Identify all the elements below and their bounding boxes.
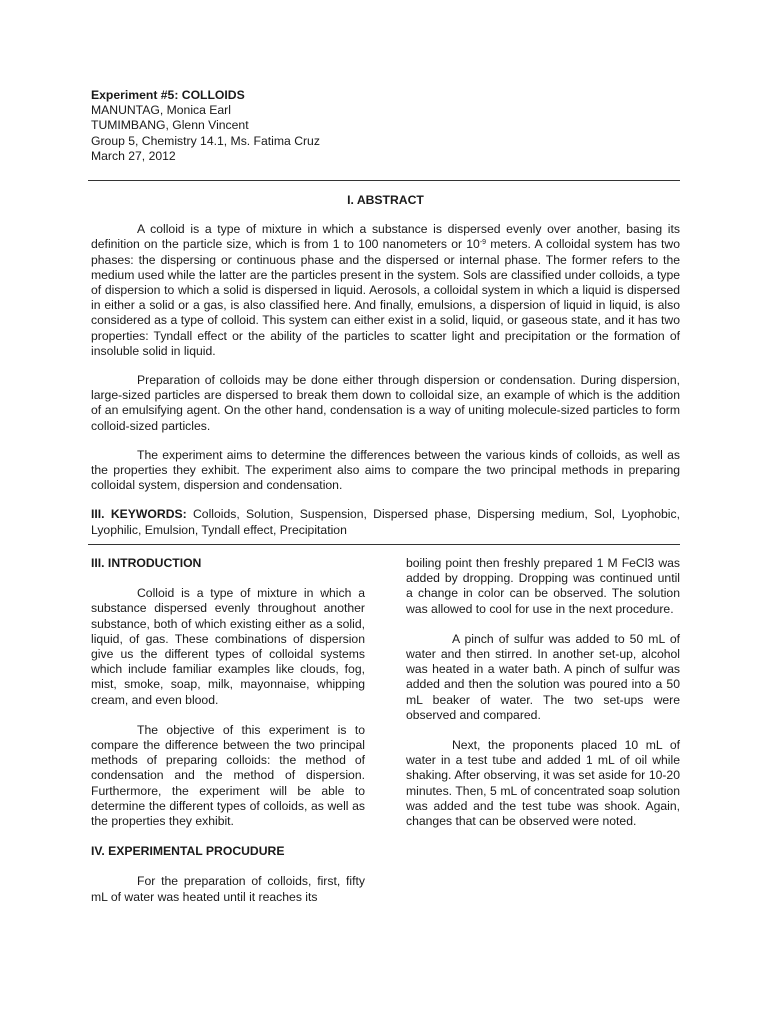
abstract-heading: I. ABSTRACT (347, 193, 424, 207)
keywords-list: Colloids, Solution, Suspension, Dispersed phase, Dispersing medium, Sol, Lyophobic, Lyophilic, Emulsion, Tyndall effect, Precipitation (91, 507, 680, 537)
top-divider (88, 180, 680, 181)
abstract-section (91, 193, 680, 552)
procedure-heading: IV. EXPERIMENTAL PROCUDURE (91, 844, 285, 859)
procedure-paragraph-1: For the preparation of colloids, first, fifty mL of water was heated until it reaches its (91, 874, 365, 904)
procedure-paragraph-1-continued: boiling point then freshly prepared 1 M FeCl3 was added by dropping. Dropping was continued until a change in color can be observed. The solution was allowed to cool for use in the next procedure. (406, 556, 680, 616)
author-2: TUMIMBANG, Glenn Vincent (91, 118, 249, 133)
left-column (91, 556, 365, 920)
experiment-title: Experiment #5: COLLOIDS (91, 88, 245, 102)
abstract-paragraph-1 (91, 222, 680, 359)
date: March 27, 2012 (91, 148, 176, 163)
introduction-paragraph-2: The objective of this experiment is to compare the difference between the two principal methods of preparing colloids: the method of condensation and the method of dispersion. Furthermore, the experiment will be able to determine the different types of colloids, as well as the properties they exhibit. (91, 722, 365, 829)
procedure-paragraph-2: A pinch of sulfur was added to 50 mL of water and then stirred. In another set-up, alcohol was heated in a water bath. A pinch of sulfur was added and then the solution was poured into a 50 mL beaker of water. The two set-ups were observed and compared. (406, 631, 680, 722)
introduction-heading: III. INTRODUCTION (91, 556, 202, 570)
keywords-label: III. KEYWORDS: (91, 507, 187, 522)
abstract-paragraph-3: The experiment aims to determine the differences between the various kinds of colloids, as well as the properties they exhibit. The experiment also aims to compare the two principal methods in preparing colloidal system, dispersion and condensation. (91, 447, 680, 493)
right-column (406, 556, 680, 844)
introduction-paragraph-1: Colloid is a type of mixture in which a substance dispersed evenly throughout another substance, both of which existing either as a solid, liquid, of gas. These combinations of dispersion give us the different types of colloidal systems which include familiar examples like clouds, fog, mist, smoke, soap, milk, mayonnaise, whipping cream, and even blood. (91, 586, 365, 707)
keywords (91, 507, 680, 537)
abstract-p1-text-b: meters. A colloidal system has two phases: the dispersing or continuous phase and the dispersed or internal phase. The former refers to the medium used while the latter are the particles present in the system. Sols are classified under colloids, a type of dispersion to which a solid is dispersed in liquid. Aerosols, a colloidal system in which a liquid is dispersed in either a solid or a gas, is also classified here. And finally, emulsions, a dispersion of liquid in liquid, is also considered as a type of colloid. This system can either exist in a solid, liquid, or gaseous state, and it has two properties: Tyndall effect or the ability of the particles to scatter light and precipitation or the formation of insoluble solid in liquid. (91, 237, 681, 358)
procedure-paragraph-3: Next, the proponents placed 10 mL of water in a test tube and added 1 mL of oil while shaking. After observing, it was set aside for 10-20 minutes. Then, 5 mL of concentrated soap solution was added and the test tube was shook. Again, changes that can be observed were noted. (406, 738, 680, 829)
abstract-p1-text-a: A colloid is a type of mixture in which a substance is dispersed evenly over another, basing its definition on the particle size, which is from 1 to 100 nanometers or 10 (91, 222, 680, 252)
author-1: MANUNTAG, Monica Earl (91, 103, 231, 118)
exponent: -9 (479, 239, 487, 247)
abstract-paragraph-2: Preparation of colloids may be done either through dispersion or condensation. During dispersion, large-sized particles are dispersed to break them down to colloidal size, an example of which is the addition of an emulsifying agent. On the other hand, condensation is a way of uniting molecule-sized particles to form colloid-sized particles. (91, 373, 680, 433)
group-info: Group 5, Chemistry 14.1, Ms. Fatima Cruz (91, 133, 320, 148)
section-divider (88, 544, 680, 545)
paper-header (91, 88, 691, 164)
